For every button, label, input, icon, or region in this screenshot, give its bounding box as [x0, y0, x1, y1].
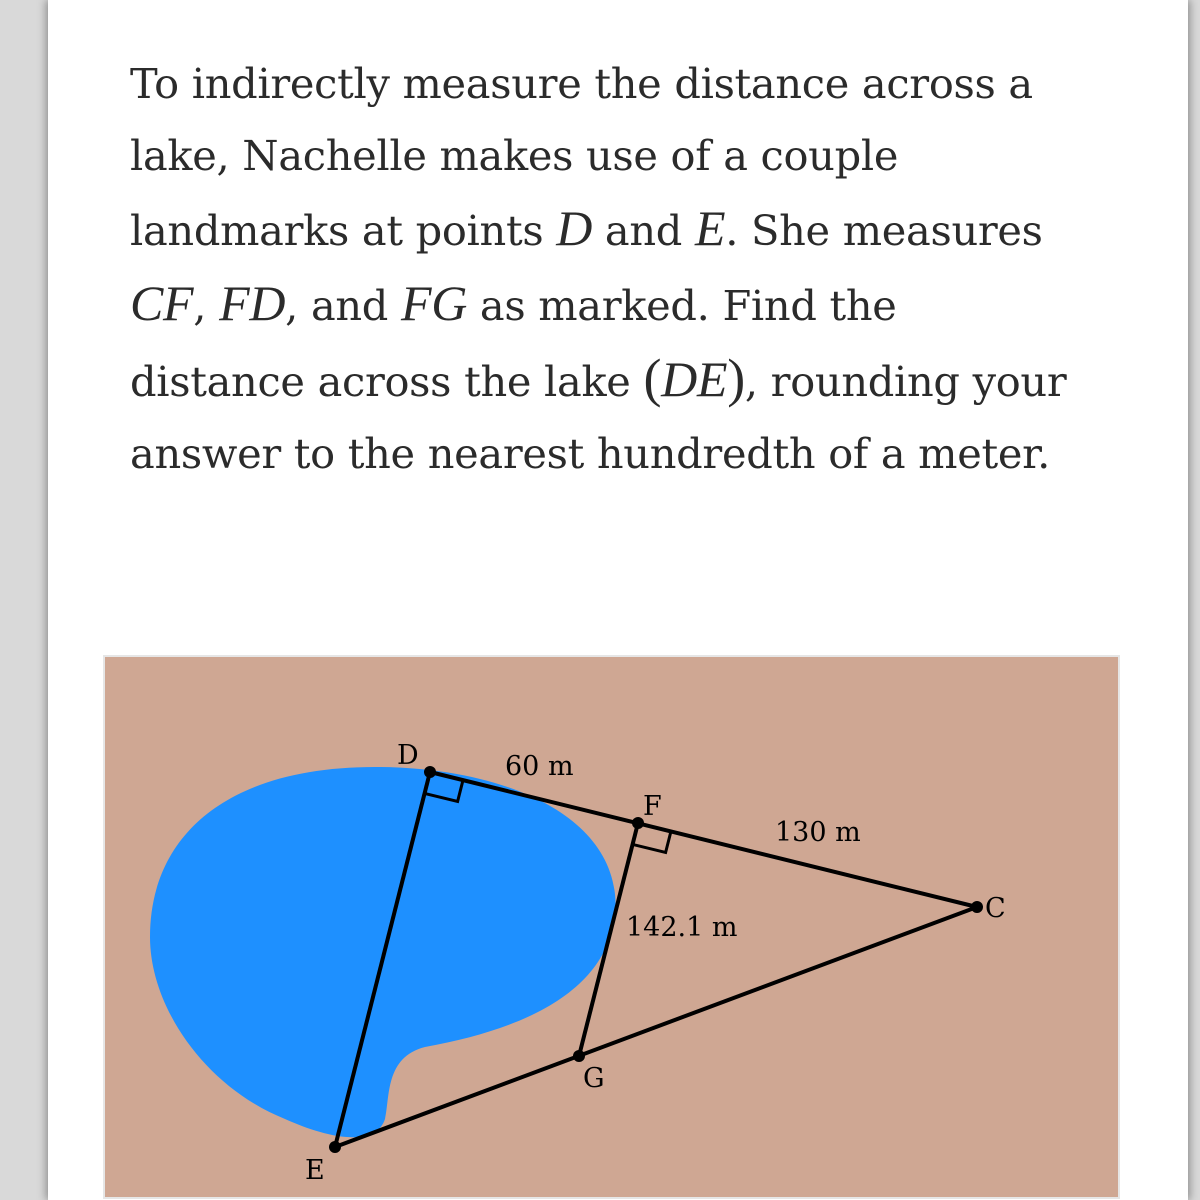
measure-fg: 142.1 m: [626, 912, 738, 943]
problem-text-1: To indirectly measure the distance across a lake, Nachelle makes use of a couple landmarks at points: [130, 59, 1033, 255]
label-d: D: [397, 740, 419, 771]
label-e: E: [305, 1155, 325, 1186]
diagram-svg: [105, 657, 1118, 1197]
point-d: [424, 766, 436, 778]
problem-text-6: as marked. Find the distance across the lake: [130, 281, 897, 406]
point-e: [329, 1141, 341, 1153]
label-f: F: [643, 791, 662, 822]
problem-text-5: , and: [285, 281, 401, 330]
segment-cf-var: CF: [130, 275, 194, 331]
segment-de-var: DE: [661, 351, 728, 407]
problem-text-3: . She measures: [725, 206, 1043, 255]
problem-text-2: and: [592, 206, 695, 255]
point-e-var: E: [694, 200, 726, 256]
label-c: C: [985, 893, 1006, 924]
page: [48, 0, 1188, 1200]
measure-cf: 130 m: [775, 817, 861, 848]
point-c: [971, 901, 983, 913]
point-g: [573, 1050, 585, 1062]
segment-fg-var: FG: [400, 275, 468, 331]
measure-fd: 60 m: [505, 751, 574, 782]
lake-diagram: [103, 655, 1120, 1199]
point-d-var: D: [556, 200, 593, 256]
problem-text-4: ,: [193, 281, 220, 330]
problem-text-7: , rounding your answer to the nearest hundredth of a meter.: [130, 357, 1067, 478]
segment-fd-var: FD: [219, 275, 286, 331]
paren-open: (: [643, 348, 662, 408]
problem-text: [130, 48, 1080, 490]
paren-close: ): [727, 348, 745, 408]
label-g: G: [583, 1063, 605, 1094]
